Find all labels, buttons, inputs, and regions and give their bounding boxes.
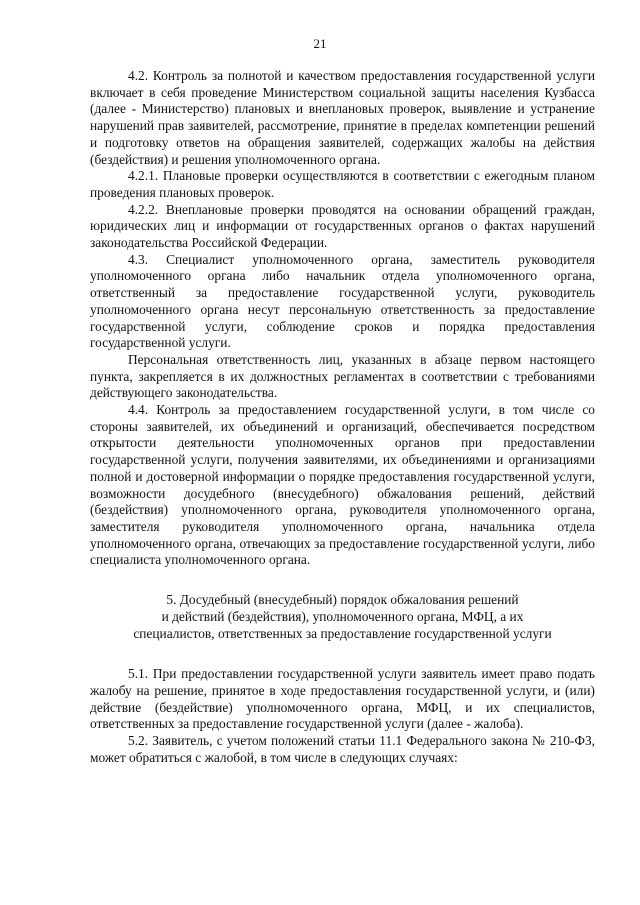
document-body (90, 68, 595, 766)
page-number: 21 (313, 36, 327, 51)
section-5-heading (90, 591, 595, 642)
paragraph-4-4: 4.4. Контроль за предоставлением государственной услуги, в том числе со стороны заявителей, их объединений и организаций, обеспечивается посредством открытости деятельности уполномоченных органов при предоставлении государственной услуги, получения заявителями, их объединениями и организациями полной и достоверной информации о порядке предоставления государственной услуги, возможности досудебного (внесудебного) обжалования решений, действий (бездействия) уполномоченного органа, руководителя уполномоченного органа, заместителя руководителя уполномоченного органа, начальника отдела уполномоченного органа, отвечающих за предоставление государственной услуги, либо специалиста уполномоченного органа. (90, 402, 595, 568)
paragraph-4-2-2: 4.2.2. Внеплановые проверки проводятся на основании обращений граждан, юридических лиц и информации от государственных органов о фактах нарушений законодательства Российской Федерации. (90, 201, 595, 251)
section-5-heading-line-3: специалистов, ответственных за предоставление государственной услуги (133, 626, 552, 642)
paragraph-4-2-1: 4.2.1. Плановые проверки осуществляются в соответствии с ежегодным планом проведения плановых проверок. (90, 168, 595, 200)
paragraph-5-1: 5.1. При предоставлении государственной услуги заявитель имеет право подать жалобу на решение, принятое в ходе предоставления государственной услуги, и (или) действие (бездействие) уполномоченного органа, МФЦ, и их специалистов, ответственных за предоставление государственной услуги (далее - жалоба). (90, 666, 595, 732)
paragraph-4-3: 4.3. Специалист уполномоченного органа, заместитель руководителя уполномоченного органа либо начальник отдела уполномоченного органа, ответственный за предоставление государственной услуги, руководитель уполномоченного органа несут персональную ответственность за предоставление государственной услуги, соблюдение сроков и порядка предоставления государственной услуги. (90, 251, 595, 351)
paragraph-5-2: 5.2. Заявитель, с учетом положений статьи 11.1 Федерального закона № 210-ФЗ, может обратиться с жалобой, в том числе в следующих случаях: (90, 732, 595, 765)
paragraph-4-3-personal-responsibility: Персональная ответственность лиц, указанных в абзаце первом настоящего пункта, закрепляется в их должностных регламентах в соответствии с требованиями действующего законодательства. (90, 351, 595, 401)
paragraph-4-2: 4.2. Контроль за полнотой и качеством предоставления государственной услуги включает в себя проведение Министерством социальной защиты населения Кузбасса (далее - Министерство) плановых и внеплановых проверок, выявление и устранение нарушений прав заявителей, рассмотрение, принятие в пределах компетенции решений и подготовку ответов на обращения заявителей, содержащих жалобы на действия (бездействия) и решения уполномоченного органа. (90, 68, 595, 167)
section-5-heading-line-2: и действий (бездействия), уполномоченного органа, МФЦ, а их (161, 609, 524, 625)
section-5-heading-line-1: 5. Досудебный (внесудебный) порядок обжалования решений (166, 592, 519, 608)
